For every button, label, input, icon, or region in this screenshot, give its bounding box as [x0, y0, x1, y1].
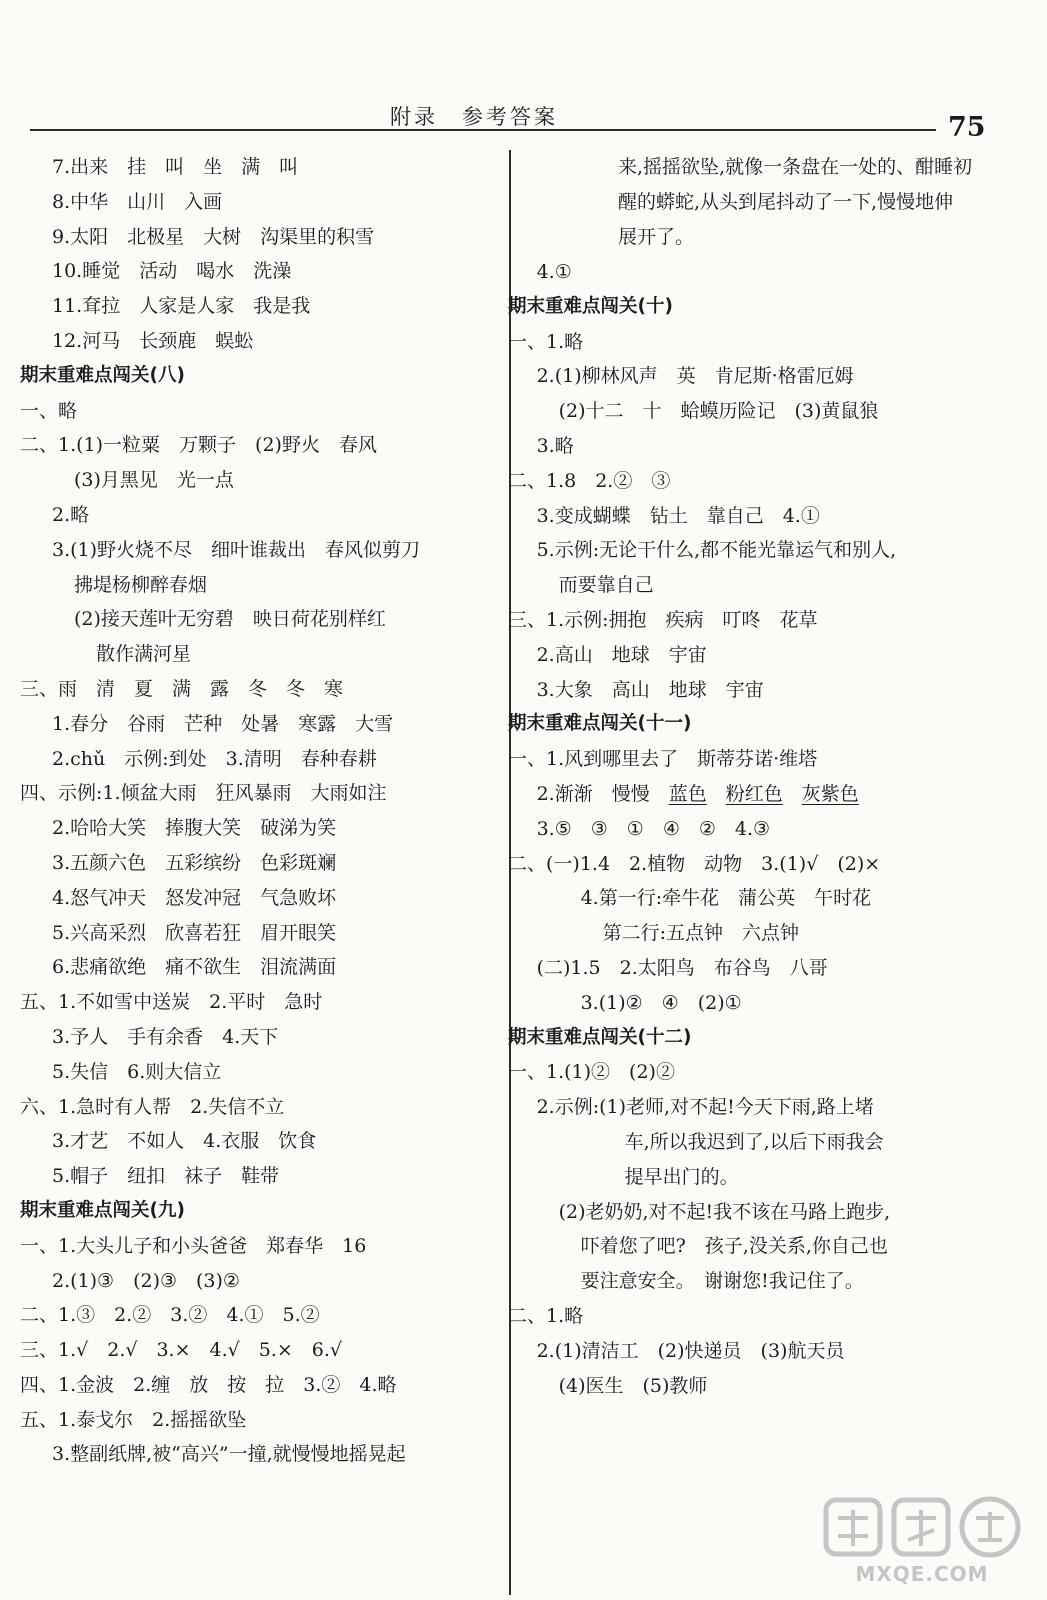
section-heading: 期末重难点闯关(八)	[20, 364, 185, 386]
answer-line: 吓着您了吧? 孩子,没关系,你自己也	[580, 1235, 888, 1258]
answer-line: 一、1.风到哪里去了 斯蒂芬诺·维塔	[508, 748, 818, 771]
answer-line: 5.失信 6.则大信立	[52, 1060, 222, 1083]
answer-line: 5.示例:无论干什么,都不能光靠运气和别人,	[536, 539, 897, 562]
answer-line: 要注意安全。 谢谢您!我记住了。	[580, 1270, 864, 1293]
answer-line: 3.大象 高山 地球 宇宙	[536, 678, 764, 701]
answer-line: 11.耷拉 人家是人家 我是我	[52, 295, 311, 318]
answer-line: 8.中华 山川 入画	[52, 190, 223, 213]
answer-line: (2)接天莲叶无穷碧 映日荷花别样红	[74, 608, 386, 631]
answer-line: 五、1.不如雪中送炭 2.平时 急时	[20, 991, 323, 1014]
answer-line: 5.帽子 纽扣 袜子 鞋带	[52, 1165, 280, 1188]
answer-line: 3.五颜六色 五彩缤纷 色彩斑斓	[52, 851, 337, 874]
answer-line: (2)老奶奶,对不起!我不该在马路上跑步,	[558, 1200, 891, 1223]
answer-line: 9.太阳 北极星 大树 沟渠里的积雪	[52, 225, 375, 248]
left-column	[20, 150, 490, 1472]
page-header	[0, 0, 1047, 150]
answer-line: 二、1.略	[508, 1304, 584, 1327]
answer-line: 一、1.略	[508, 330, 584, 353]
answer-line: 二、1.8 2.② ③	[508, 469, 671, 492]
right-column	[508, 150, 1028, 1403]
answer-line: 三、1.√ 2.√ 3.× 4.√ 5.× 6.√	[20, 1339, 343, 1362]
answer-line: (3)月黑见 光一点	[74, 469, 234, 492]
answer-line: 三、1.示例:拥抱 疾病 叮咚 花草	[508, 608, 818, 631]
underlined-word: 粉红色	[725, 782, 783, 805]
section-heading: 期末重难点闯关(十)	[508, 295, 673, 317]
answer-line: 4.怒气冲天 怒发冲冠 气急败坏	[52, 886, 337, 909]
answer-line: 六、1.急时有人帮 2.失信不立	[20, 1095, 285, 1118]
answer-line: 三、雨 清 夏 满 露 冬 冬 寒	[20, 677, 344, 700]
answer-line: 1.春分 谷雨 芒种 处暑 寒露 大雪	[52, 712, 394, 735]
answer-line: 二、1.③ 2.② 3.② 4.① 5.②	[20, 1304, 320, 1327]
answer-line: 2.略	[52, 503, 90, 526]
answer-line: 2.chǔ 示例:到处 3.清明 春种春耕	[52, 747, 377, 770]
answer-line: 5.兴高采烈 欣喜若狂 眉开眼笑	[52, 921, 337, 944]
section-heading: 期末重难点闯关(十一)	[508, 713, 692, 735]
answer-line: 3.(1)② ④ (2)①	[580, 991, 742, 1014]
answer-line: 3.予人 手有余香 4.天下	[52, 1025, 279, 1048]
header-rule	[30, 129, 936, 131]
answer-line: 提早出门的。	[624, 1165, 739, 1188]
answer-line: 2.哈哈大笑 捧腹大笑 破涕为笑	[52, 817, 337, 840]
answer-line: (4)医生 (5)教师	[558, 1374, 708, 1397]
answer-line: 四、1.金波 2.缠 放 按 拉 3.② 4.略	[20, 1373, 397, 1396]
answer-line: 2.(1)柳林风声 英 肯尼斯·格雷厄姆	[536, 365, 854, 388]
running-header-title: 附录 参考答案	[390, 105, 558, 129]
answer-line: 6.悲痛欲绝 痛不欲生 泪流满面	[52, 956, 337, 979]
answer-line: 2.(1)③ (2)③ (3)②	[52, 1269, 240, 1292]
answer-line: 3.才艺 不如人 4.衣服 饮食	[52, 1130, 317, 1153]
answer-line: 12.河马 长颈鹿 蜈蚣	[52, 329, 254, 352]
answer-line: 3.略	[536, 434, 574, 457]
answer-line: 4.①	[536, 261, 572, 283]
page-number: 75	[948, 112, 986, 143]
answer-logo-icon	[812, 1490, 1032, 1570]
answer-line: 第二行:五点钟 六点钟	[602, 922, 799, 945]
answer-line: 3.整副纸牌,被“高兴”一撞,就慢慢地摇晃起	[52, 1443, 406, 1466]
underlined-word: 蓝色	[668, 782, 707, 805]
answer-line: 2.渐渐 慢慢 蓝色 粉红色 灰紫色	[536, 782, 859, 805]
answer-line: 拂堤杨柳醉春烟	[74, 573, 208, 596]
answer-line: 3.(1)野火烧不尽 细叶谁裁出 春风似剪刀	[52, 538, 421, 561]
answer-line: (2)十二 十 蛤蟆历险记 (3)黄鼠狼	[558, 400, 879, 423]
answer-line: 一、1.大头儿子和小头爸爸 郑春华 16	[20, 1234, 367, 1257]
answer-line: 四、示例:1.倾盆大雨 狂风暴雨 大雨如注	[20, 782, 387, 805]
answer-line: 二、1.(1)一粒粟 万颗子 (2)野火 春风	[20, 434, 377, 457]
answer-line: 2.示例:(1)老师,对不起!今天下雨,路上堵	[536, 1096, 874, 1119]
answer-line: 而要靠自己	[558, 574, 654, 597]
answer-line: 7.出来 挂 叫 坐 满 叫	[52, 156, 299, 178]
answer-line: 散作满河星	[96, 643, 192, 666]
answer-line: (二)1.5 2.太阳鸟 布谷鸟 八哥	[536, 956, 828, 979]
answer-line: 3.变成蝴蝶 钻土 靠自己 4.①	[536, 504, 820, 527]
answer-line: 来,摇摇欲坠,就像一条盘在一处的、酣睡初	[618, 156, 973, 178]
answer-line: 4.第一行:牵牛花 蒲公英 午时花	[580, 887, 872, 910]
answer-line: 展开了。	[618, 226, 695, 248]
answer-line: 10.睡觉 活动 喝水 洗澡	[52, 260, 292, 283]
watermark	[812, 1490, 1032, 1590]
answer-line: 3.⑤ ③ ① ④ ② 4.③	[536, 817, 771, 840]
answer-line: 车,所以我迟到了,以后下雨我会	[624, 1130, 884, 1153]
underlined-word: 灰紫色	[801, 782, 859, 805]
answer-line: 2.高山 地球 宇宙	[536, 643, 707, 666]
answer-line: 一、略	[20, 399, 78, 422]
watermark-site: MXQE.COM	[855, 1562, 989, 1586]
section-heading: 期末重难点闯关(九)	[20, 1199, 185, 1221]
answer-line: 醒的蟒蛇,从头到尾抖动了一下,慢慢地伸	[618, 191, 954, 213]
answer-line: 一、1.(1)② (2)②	[508, 1061, 675, 1084]
answer-line: 2.(1)清洁工 (2)快递员 (3)航天员	[536, 1339, 845, 1362]
answer-line: 五、1.泰戈尔 2.摇摇欲坠	[20, 1408, 247, 1431]
answer-line: 二、(一)1.4 2.植物 动物 3.(1)√ (2)×	[508, 852, 881, 875]
section-heading: 期末重难点闯关(十二)	[508, 1026, 692, 1048]
